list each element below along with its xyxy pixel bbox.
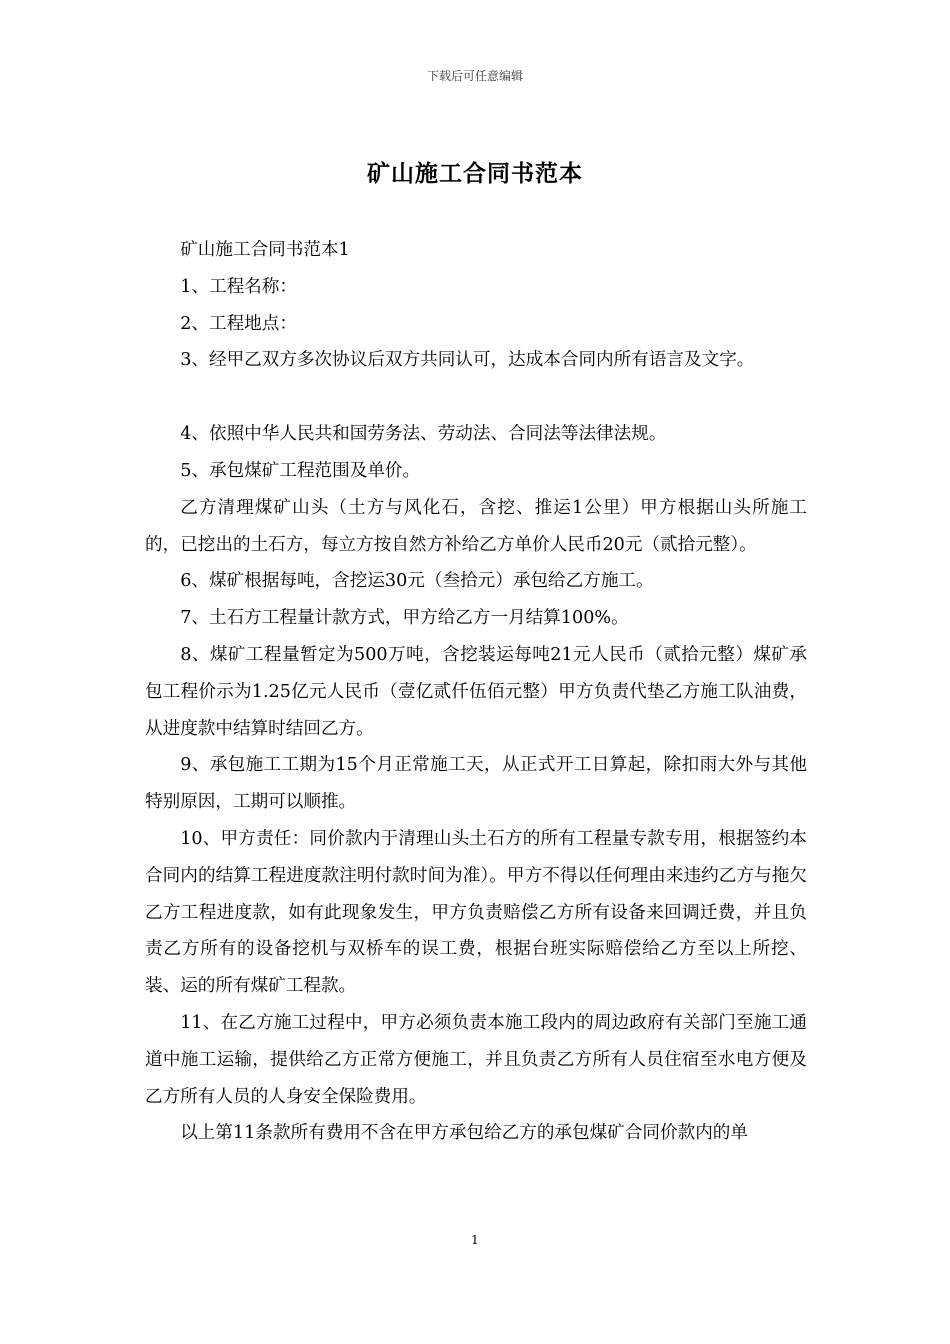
paragraph-2: 2、工程地点： (180, 313, 297, 334)
paragraph-5-detail: 乙方清理煤矿山头（土方与风化石，含挖、推运1公里）甲方根据山头所施工的，已挖出的土石方，每立方按自然方补给乙方单价人民币20元（贰拾元整）。 (145, 497, 807, 555)
header-note: 下载后可任意编辑 (426, 69, 523, 83)
paragraph-6: 6、煤矿根据每吨，含挖运30元（叁拾元）承包给乙方施工。 (180, 571, 654, 592)
paragraph-7: 7、土石方工程量计款方式，甲方给乙方一月结算100%。 (180, 608, 629, 629)
paragraph-3: 3、经甲乙双方多次协议后双方共同认可，达成本合同内所有语言及文字。 (180, 350, 755, 371)
paragraph-continuation: 以上第11条款所有费用不含在甲方承包给乙方的承包煤矿合同价款内的单 (180, 1123, 748, 1144)
document-body (145, 232, 807, 1152)
paragraph-9: 9、承包施工工期为15个月正常施工天，从正式开工日算起，除扣雨大外与其他特别原因，工期可以顺推。 (145, 755, 807, 813)
paragraph-8: 8、煤矿工程量暂定为500万吨，含挖装运每吨21元人民币（贰拾元整）煤矿承包工程价示为1.25亿元人民币（壹亿贰仟伍佰元整）甲方负责代垫乙方施工队油费，从进度款中结算时结回乙方。 (145, 644, 807, 739)
document-title: 矿山施工合同书范本 (367, 160, 583, 187)
page-number: 1 (471, 1233, 479, 1247)
paragraph-5: 5、承包煤矿工程范围及单价。 (180, 460, 421, 481)
paragraph-4: 4、依照中华人民共和国劳务法、劳动法、合同法等法律法规。 (180, 424, 667, 445)
paragraph-subtitle: 矿山施工合同书范本1 (180, 240, 350, 260)
paragraph-10: 10、甲方责任：同价款内于清理山头土石方的所有工程量专款专用，根据签约本合同内的结算工程进度款注明付款时间为准）。甲方不得以任何理由来违约乙方与拖欠乙方工程进度款，如有此现象发生，甲方负责赔偿乙方所有设备来回调迁费，并且负责乙方所有的设备挖机与双桥车的误工费，根据台班实际赔偿给乙方至以上所挖、装、运的所有煤矿工程款。 (145, 828, 807, 997)
paragraph-1: 1、工程名称： (180, 276, 297, 297)
paragraph-11: 11、在乙方施工过程中，甲方必须负责本施工段内的周边政府有关部门至施工通道中施工运输，提供给乙方正常方便施工，并且负责乙方所有人员住宿至水电方便及乙方所有人员的人身安全保险费用。 (145, 1012, 807, 1107)
